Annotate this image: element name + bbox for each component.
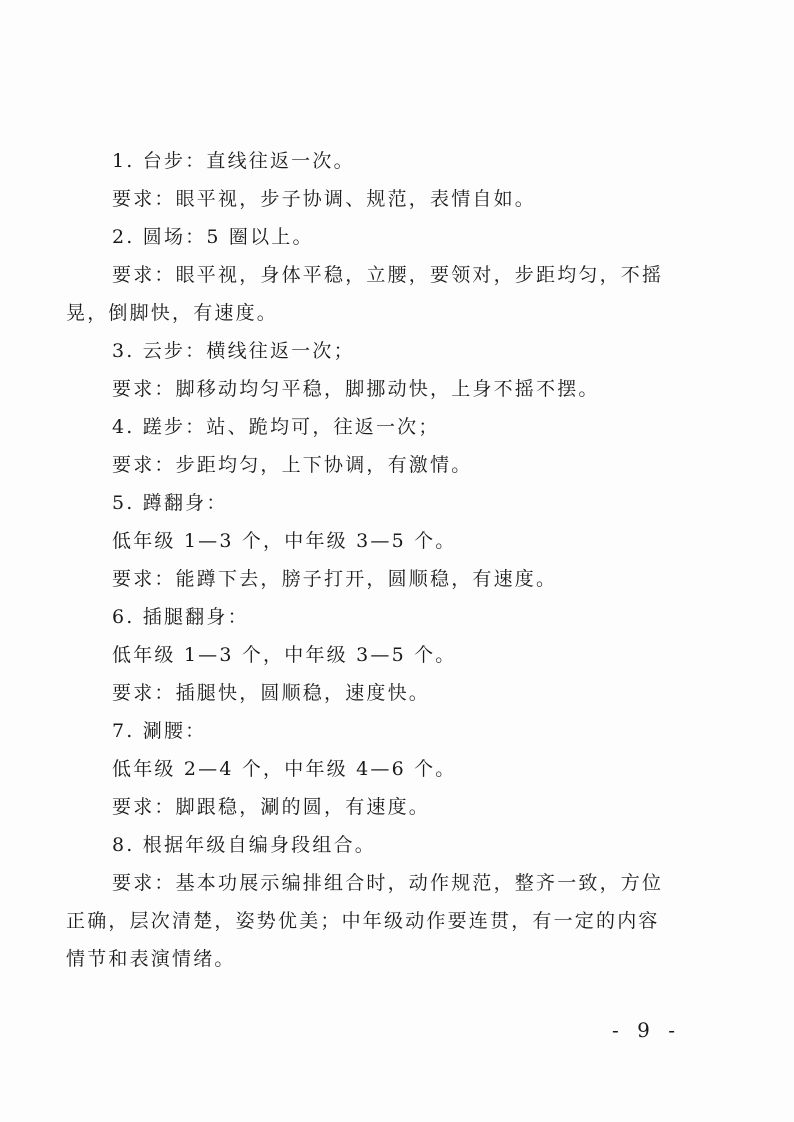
item-4-requirement: 要求：步距均匀，上下协调，有激情。 bbox=[112, 454, 473, 476]
item-7-requirement: 要求：脚跟稳，涮的圆，有速度。 bbox=[112, 796, 431, 818]
item-5-requirement: 要求：能蹲下去，膀子打开，圆顺稳，有速度。 bbox=[112, 568, 558, 590]
item-1-title: 1. 台步：直线往返一次。 bbox=[112, 150, 355, 172]
item-4-title: 4. 蹉步：站、跪均可，往返一次； bbox=[112, 416, 440, 438]
item-2-requirement-continued: 晃，倒脚快，有速度。 bbox=[66, 302, 279, 324]
item-2-requirement: 要求：眼平视，身体平稳，立腰，要领对，步距均匀，不摇 bbox=[112, 264, 664, 286]
item-3-title: 3. 云步：横线往返一次； bbox=[112, 340, 355, 362]
item-5-title: 5. 蹲翻身： bbox=[112, 492, 228, 514]
item-8-requirement-continued-2: 情节和表演情绪。 bbox=[66, 948, 236, 970]
document-body bbox=[66, 142, 666, 978]
item-5-count: 低年级 1—3 个，中年级 3—5 个。 bbox=[112, 530, 457, 552]
item-6-requirement: 要求：插腿快，圆顺稳，速度快。 bbox=[112, 682, 431, 704]
item-7-title: 7. 涮腰： bbox=[112, 720, 207, 742]
item-6-title: 6. 插腿翻身： bbox=[112, 606, 249, 628]
item-2-title: 2. 圆场：5 圈以上。 bbox=[112, 226, 314, 248]
item-8-requirement-continued-1: 正确，层次清楚，姿势优美；中年级动作要连贯，有一定的内容 bbox=[66, 910, 660, 932]
item-3-requirement: 要求：脚移动均匀平稳，脚挪动快，上身不摇不摆。 bbox=[112, 378, 600, 400]
item-6-count: 低年级 1—3 个，中年级 3—5 个。 bbox=[112, 644, 457, 666]
page-number: - 9 - bbox=[612, 1018, 681, 1042]
item-8-requirement: 要求：基本功展示编排组合时，动作规范，整齐一致，方位 bbox=[112, 872, 664, 894]
item-1-requirement: 要求：眼平视，步子协调、规范，表情自如。 bbox=[112, 188, 537, 210]
item-8-title: 8. 根据年级自编身段组合。 bbox=[112, 834, 376, 856]
item-7-count: 低年级 2—4 个，中年级 4—6 个。 bbox=[112, 758, 457, 780]
